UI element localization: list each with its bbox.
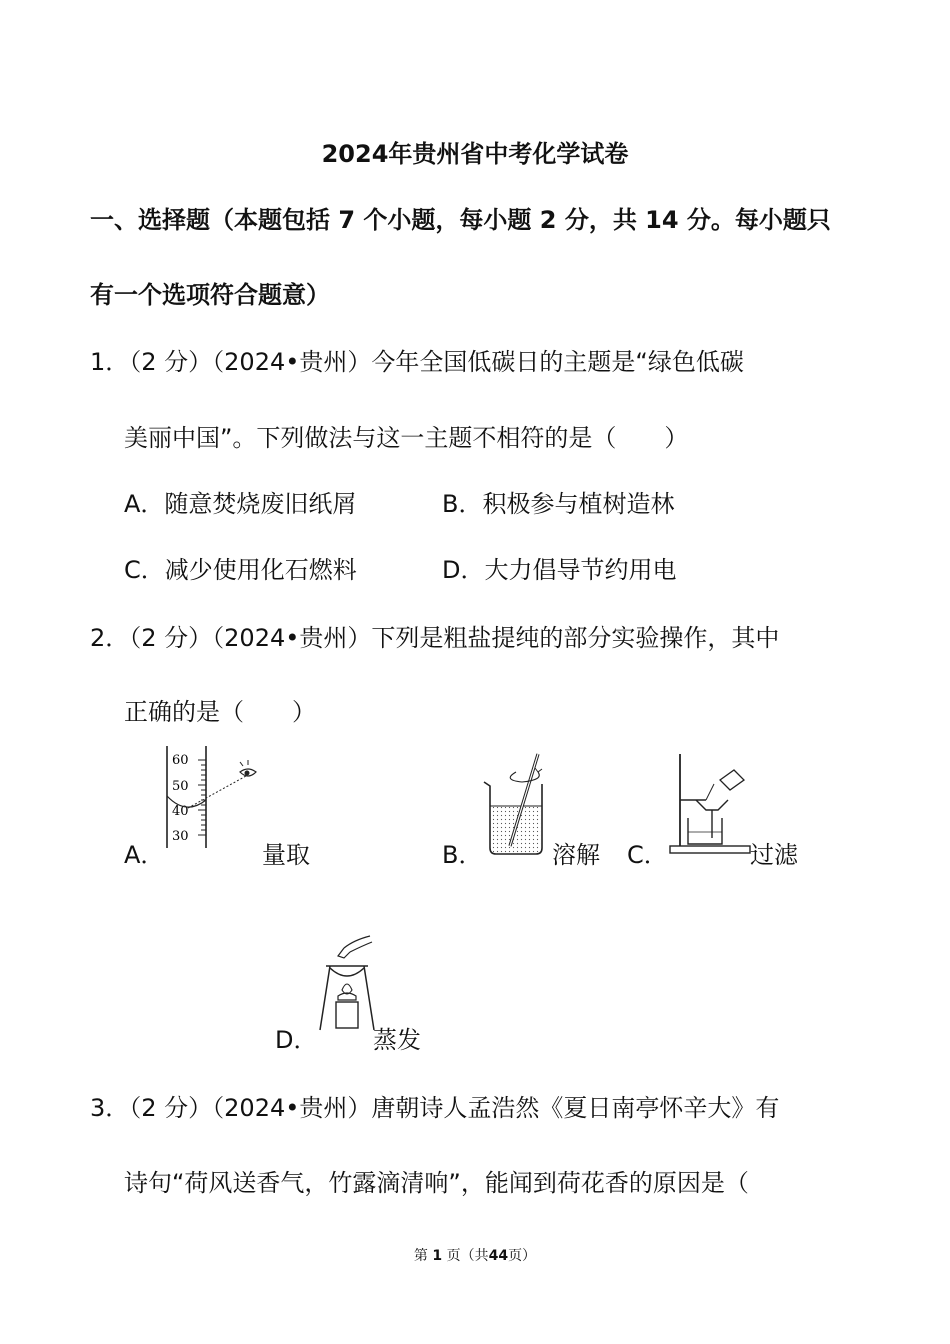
q1-option-a: A．随意焚烧废旧纸屑 (124, 490, 357, 518)
cylinder-tick-label: 40 (172, 804, 189, 819)
footer-page-number: 1 (432, 1248, 443, 1264)
question-3-line2: 诗句“荷风送香气，竹露滴清响”，能闻到荷花香的原因是（ (124, 1169, 749, 1197)
q2-option-c-letter: C． (627, 841, 668, 869)
footer-middle: 页（共 (446, 1248, 489, 1264)
cylinder-tick-label: 50 (172, 779, 189, 794)
q2-option-b-label: 溶解 (552, 841, 600, 869)
page-title: 2024年贵州省中考化学试卷 (321, 140, 629, 168)
q1-option-d: D．大力倡导节约用电 (442, 556, 677, 584)
page-footer (0, 1245, 950, 1265)
graduated-cylinder-figure (160, 744, 270, 854)
filtration-figure (668, 752, 752, 856)
footer-prefix: 第 (413, 1248, 428, 1264)
question-2-line2: 正确的是（ ） (124, 698, 316, 726)
footer-total-pages: 44 (488, 1248, 509, 1264)
footer-suffix: 页） (508, 1248, 537, 1264)
section-heading-line1: 一、选择题（本题包括 7 个小题，每小题 2 分，共 14 分。每小题只 (90, 206, 831, 234)
q2-option-c-label: 过滤 (750, 841, 798, 869)
eye-icon (240, 760, 256, 776)
beaker-stirring-figure (480, 750, 552, 860)
q2-option-d-label: 蒸发 (373, 1026, 421, 1054)
cylinder-tick-label: 30 (172, 829, 189, 844)
q2-option-a-letter: A． (124, 841, 165, 869)
question-1-line1: 1．（2 分）（2024•贵州）今年全国低碳日的主题是“绿色低碳 (90, 348, 744, 376)
q2-option-d-letter: D． (275, 1026, 318, 1054)
question-1-line2: 美丽中国”。下列做法与这一主题不相符的是（ ） (124, 424, 689, 452)
q2-option-a-label: 量取 (262, 841, 310, 869)
question-2-line1: 2．（2 分）（2024•贵州）下列是粗盐提纯的部分实验操作，其中 (90, 624, 780, 652)
section-heading-line2: 有一个选项符合题意） (90, 281, 330, 309)
q2-option-b-letter: B． (442, 841, 483, 869)
q1-option-b: B．积极参与植树造林 (442, 490, 675, 518)
q1-option-c: C．减少使用化石燃料 (124, 556, 357, 584)
evaporation-figure (314, 932, 380, 1040)
question-3-line1: 3．（2 分）（2024•贵州）唐朝诗人孟浩然《夏日南亭怀辛大》有 (90, 1094, 780, 1122)
cylinder-tick-label: 60 (172, 753, 189, 768)
